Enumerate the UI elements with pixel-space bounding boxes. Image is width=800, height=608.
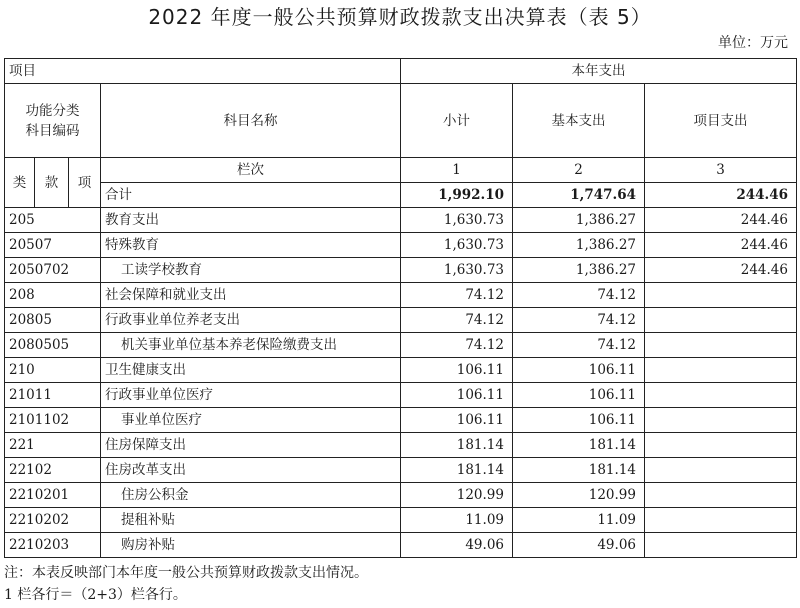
row-subtotal: 11.09 xyxy=(401,508,513,533)
row-project xyxy=(645,458,797,483)
row-subtotal: 1,630.73 xyxy=(401,208,513,233)
row-subtotal: 74.12 xyxy=(401,333,513,358)
row-basic: 1,386.27 xyxy=(513,233,645,258)
table-row xyxy=(5,308,797,333)
report-title: 2022 年度一般公共预算财政拨款支出决算表（表 5） xyxy=(148,5,652,29)
row-code: 2080505 xyxy=(5,333,101,358)
row-subtotal: 1,630.73 xyxy=(401,233,513,258)
row-subject-name: 住房公积金 xyxy=(101,483,401,508)
total-row xyxy=(5,183,797,208)
row-subject-name: 卫生健康支出 xyxy=(101,358,401,383)
row-project: 244.46 xyxy=(645,208,797,233)
table-row xyxy=(5,508,797,533)
row-code: 2101102 xyxy=(5,408,101,433)
row-subject-name: 住房保障支出 xyxy=(101,433,401,458)
row-subject-name: 住房改革支出 xyxy=(101,458,401,483)
row-basic: 1,386.27 xyxy=(513,208,645,233)
row-code: 2210202 xyxy=(5,508,101,533)
header-row-1 xyxy=(5,59,797,84)
table-row xyxy=(5,483,797,508)
table-row xyxy=(5,433,797,458)
row-subtotal: 181.14 xyxy=(401,458,513,483)
row-project xyxy=(645,333,797,358)
row-code: 210 xyxy=(5,358,101,383)
table-row xyxy=(5,458,797,483)
footnote-1: 注：本表反映部门本年度一般公共预算财政拨款支出情况。 xyxy=(4,565,368,581)
header-lanci: 栏次 xyxy=(101,158,401,183)
row-subtotal: 120.99 xyxy=(401,483,513,508)
row-code: 205 xyxy=(5,208,101,233)
row-project xyxy=(645,483,797,508)
row-subtotal: 181.14 xyxy=(401,433,513,458)
header-row-2 xyxy=(5,84,797,158)
header-xiang: 项 xyxy=(69,158,101,208)
header-kuan: 款 xyxy=(35,158,69,208)
row-code: 2050702 xyxy=(5,258,101,283)
table-row xyxy=(5,333,797,358)
row-basic: 120.99 xyxy=(513,483,645,508)
header-col1: 1 xyxy=(401,158,513,183)
table-row xyxy=(5,283,797,308)
row-project: 244.46 xyxy=(645,233,797,258)
header-current-year: 本年支出 xyxy=(401,59,797,84)
total-project: 244.46 xyxy=(645,183,797,208)
row-subtotal: 74.12 xyxy=(401,308,513,333)
header-row-lanci xyxy=(5,158,797,183)
row-project xyxy=(645,508,797,533)
row-subtotal: 1,630.73 xyxy=(401,258,513,283)
row-subject-name: 行政事业单位养老支出 xyxy=(101,308,401,333)
row-subject-name: 社会保障和就业支出 xyxy=(101,283,401,308)
row-project: 244.46 xyxy=(645,258,797,283)
row-project xyxy=(645,308,797,333)
row-code: 221 xyxy=(5,433,101,458)
row-basic: 106.11 xyxy=(513,408,645,433)
row-basic: 106.11 xyxy=(513,358,645,383)
table-row xyxy=(5,233,797,258)
row-subject-name: 行政事业单位医疗 xyxy=(101,383,401,408)
footnote-2: 1 栏各行＝（2+3）栏各行。 xyxy=(4,587,187,603)
total-subtotal: 1,992.10 xyxy=(401,183,513,208)
header-lei: 类 xyxy=(5,158,35,208)
row-project xyxy=(645,433,797,458)
row-subtotal: 106.11 xyxy=(401,383,513,408)
row-code: 2210203 xyxy=(5,533,101,558)
row-subject-name: 提租补贴 xyxy=(101,508,401,533)
total-label: 合计 xyxy=(101,183,401,208)
row-basic: 106.11 xyxy=(513,383,645,408)
header-subtotal: 小计 xyxy=(401,84,513,158)
row-subtotal: 74.12 xyxy=(401,283,513,308)
row-subject-name: 事业单位医疗 xyxy=(101,408,401,433)
row-code: 2210201 xyxy=(5,483,101,508)
row-basic: 49.06 xyxy=(513,533,645,558)
row-subject-name: 工读学校教育 xyxy=(101,258,401,283)
table-row xyxy=(5,533,797,558)
row-subject-name: 特殊教育 xyxy=(101,233,401,258)
row-project xyxy=(645,358,797,383)
table-row xyxy=(5,358,797,383)
header-item: 项目 xyxy=(5,59,401,84)
footnotes xyxy=(4,562,368,606)
row-code: 21011 xyxy=(5,383,101,408)
row-project xyxy=(645,283,797,308)
row-subject-name: 机关事业单位基本养老保险缴费支出 xyxy=(101,333,401,358)
header-project: 项目支出 xyxy=(645,84,797,158)
expenditure-table xyxy=(4,58,797,558)
header-col3: 3 xyxy=(645,158,797,183)
row-basic: 74.12 xyxy=(513,283,645,308)
row-subtotal: 106.11 xyxy=(401,408,513,433)
row-subtotal: 106.11 xyxy=(401,358,513,383)
header-subject-name: 科目名称 xyxy=(101,84,401,158)
row-project xyxy=(645,408,797,433)
unit-label: 单位：万元 xyxy=(718,35,788,51)
total-basic: 1,747.64 xyxy=(513,183,645,208)
row-subject-name: 购房补贴 xyxy=(101,533,401,558)
row-basic: 181.14 xyxy=(513,458,645,483)
row-code: 22102 xyxy=(5,458,101,483)
table-row xyxy=(5,208,797,233)
row-code: 20507 xyxy=(5,233,101,258)
row-subject-name: 教育支出 xyxy=(101,208,401,233)
row-basic: 74.12 xyxy=(513,333,645,358)
row-project xyxy=(645,383,797,408)
row-basic: 1,386.27 xyxy=(513,258,645,283)
row-code: 20805 xyxy=(5,308,101,333)
header-func-code: 功能分类 科目编码 xyxy=(5,84,101,158)
header-col2: 2 xyxy=(513,158,645,183)
row-code: 208 xyxy=(5,283,101,308)
table-row xyxy=(5,383,797,408)
header-basic: 基本支出 xyxy=(513,84,645,158)
row-basic: 181.14 xyxy=(513,433,645,458)
row-subtotal: 49.06 xyxy=(401,533,513,558)
row-basic: 11.09 xyxy=(513,508,645,533)
row-basic: 74.12 xyxy=(513,308,645,333)
table-row xyxy=(5,408,797,433)
table-row xyxy=(5,258,797,283)
row-project xyxy=(645,533,797,558)
